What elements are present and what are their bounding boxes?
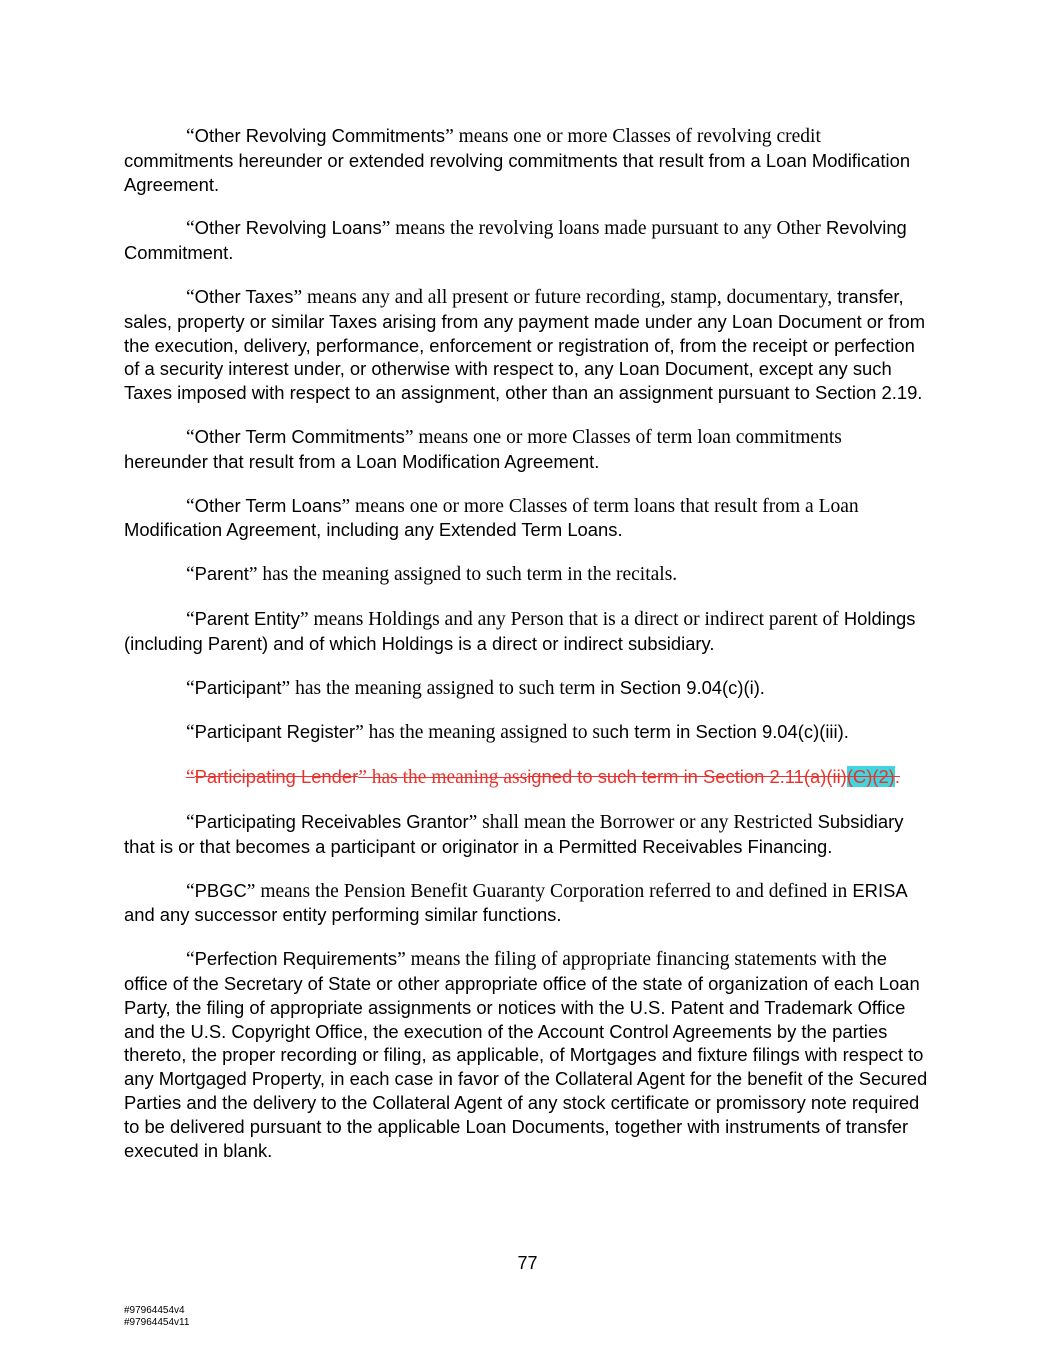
document-body: [124, 124, 930, 1182]
deleted-definition-participating-lender: “Participating Lender” has the meaning assigned to such term in Section 2.11(a)(ii)(C)(2).: [186, 766, 900, 789]
defined-term: Other Term Commitments: [194, 425, 405, 447]
highlighted-text: (C)(2): [846, 766, 895, 788]
page-number: 77: [517, 1253, 538, 1273]
document-id: #97964454v4: [124, 1305, 185, 1316]
defined-term: Participating Lender: [194, 766, 359, 788]
defined-term: Participant Register: [194, 721, 356, 743]
definition-parent: “Parent” has the meaning assigned to such term in the recitals.: [186, 563, 678, 586]
defined-term: PBGC: [194, 879, 247, 901]
defined-term: Parent Entity: [194, 607, 300, 629]
defined-term: Perfection Requirements: [194, 948, 398, 970]
defined-term: Participating Receivables Grantor: [194, 810, 469, 832]
definition-other-taxes: “Other Taxes” means any and all present or future recording, stamp, documentary, transfer, sales, property or similar Taxes arising from any payment made under any Loan Document or from the execution, delivery, performance, enforcement or registration of, from the receipt or perfection of a security interest under, or otherwise with respect to, any Loan Document, except any such Taxes imposed with respect to an assignment, other than an assignment pursuant to Section 2.19.: [124, 285, 926, 404]
definition-other-revolving-commitments: “Other Revolving Commitments” means one or more Classes of revolving credit commitments hereunder or extended revolving commitments that result from a Loan Modification Agreement.: [124, 125, 911, 195]
definition-participating-receivables-grantor: “Participating Receivables Grantor” shall mean the Borrower or any Restricted Subsidiary that is or that becomes a participant or originator in a Permitted Receivables Financing.: [124, 810, 904, 857]
defined-term: Other Term Loans: [194, 494, 342, 516]
definition-pbgc: “PBGC” means the Pension Benefit Guaranty Corporation referred to and defined in ERISA and any successor entity performing similar functions.: [124, 879, 907, 926]
document-id: #97964454v11: [124, 1317, 190, 1328]
definition-perfection-requirements: “Perfection Requirements” means the filing of appropriate financing statements with the office of the Secretary of State or other appropriate office of the state of organization of each Loan Party, the filing of appropriate assignments or notices with the U.S. Patent and Trademark Office and the U.S. Copyright Office, the execution of the Account Control Agreements by the parties thereto, the proper recording or filing, as applicable, of Mortgages and fixture filings with respect to any Mortgaged Property, in each case in favor of the Collateral Agent for the benefit of the Secured Parties and the delivery to the Collateral Agent of any stock certificate or promissory note required to be delivered pursuant to the applicable Loan Documents, together with instruments of transfer executed in blank.: [124, 948, 928, 1161]
defined-term: Other Revolving Commitments: [194, 125, 446, 146]
document-ids: [124, 1305, 189, 1329]
definition-other-term-loans: “Other Term Loans” means one or more Classes of term loans that result from a Loan Modification Agreement, including any Extended Term Loans.: [124, 494, 859, 541]
definition-participant-register: “Participant Register” has the meaning assigned to such term in Section 9.04(c)(iii).: [186, 721, 849, 744]
defined-term: Participant: [194, 676, 282, 698]
defined-term: Parent: [194, 563, 249, 585]
definition-other-revolving-loans: “Other Revolving Loans” means the revolving loans made pursuant to any Other Revolving Commitment.: [124, 217, 907, 264]
definition-other-term-commitments: “Other Term Commitments” means one or more Classes of term loan commitments hereunder that result from a Loan Modification Agreement.: [124, 425, 842, 472]
defined-term: Other Taxes: [194, 285, 294, 307]
definition-parent-entity: “Parent Entity” means Holdings and any Person that is a direct or indirect parent of Holdings (including Parent) and of which Holdings is a direct or indirect subsidiary.: [124, 607, 916, 654]
defined-term: Other Revolving Loans: [194, 217, 382, 239]
definition-participant: “Participant” has the meaning assigned to such term in Section 9.04(c)(i).: [186, 676, 765, 699]
